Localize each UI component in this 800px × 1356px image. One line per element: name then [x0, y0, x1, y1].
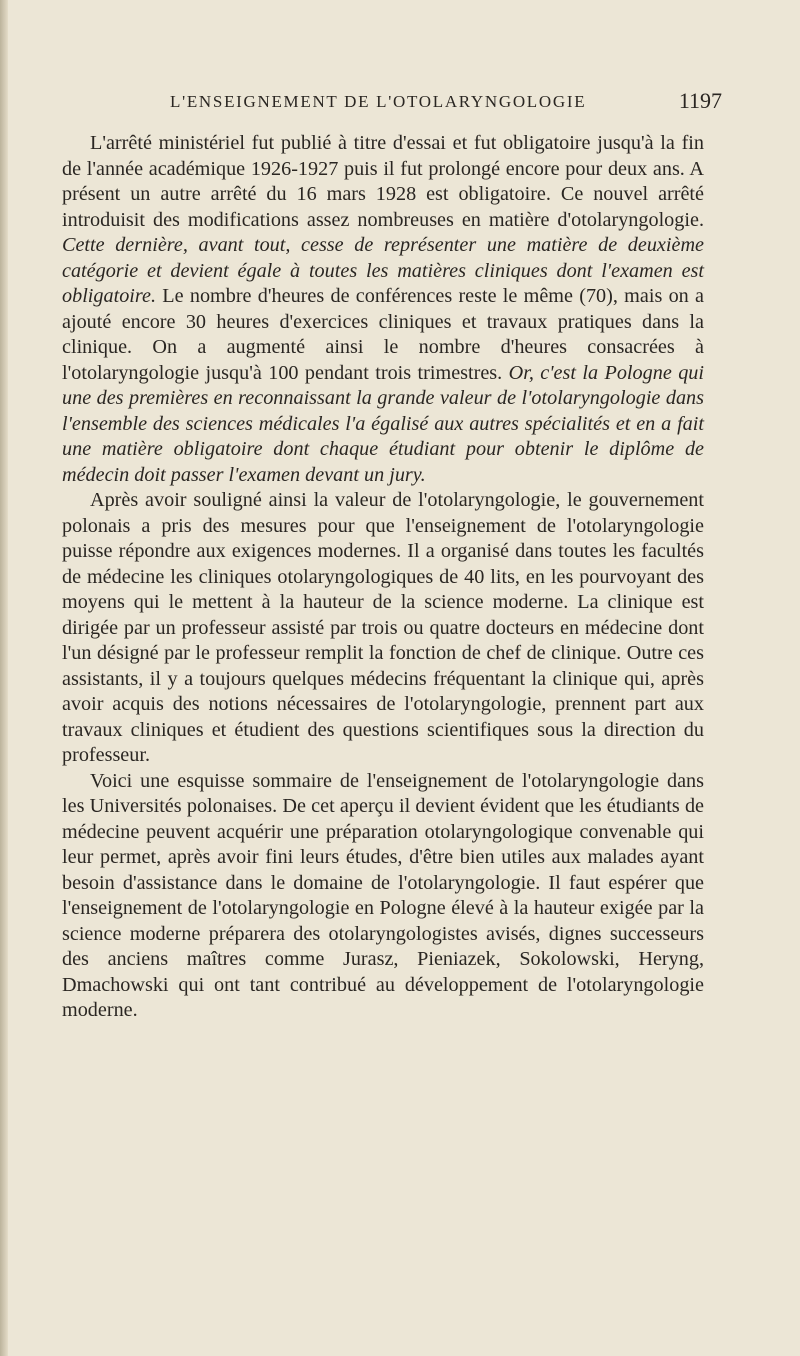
article-body — [62, 131, 704, 1024]
page-header — [170, 88, 722, 118]
paragraph-1-text: L'arrêté ministériel fut publié à titre d'essai et fut obligatoire jusqu'à la fin de l'année académique 1926-1927 puis il fut prolongé encore pour deux ans. A présent un autre arrêté du 16 mars 1928 est obligatoire. Ce nouvel arrêté introduisit des modifications assez nombreuses en matière d'otolaryngologie. — [62, 132, 704, 231]
paragraph-1-italic: Cette dernière, avant tout, cesse de représenter une matière de deuxième catégorie et devient égale à toutes les matières cliniques dont l'examen est obligatoire. — [62, 234, 704, 307]
paragraph-2-text: Après avoir souligné ainsi la valeur de l'otolaryngologie, le gouvernement polonais a pris des mesures pour que l'enseignement de l'otolaryngologie puisse répondre aux exigences modernes. Il a organisé dans toutes les facultés de médecine les cliniques otolaryngologiques de 40 lits, en les pourvoyant des moyens qui le mettent à la hauteur de la science moderne. La clinique est dirigée par un professeur assisté par trois ou quatre docteurs en médecine dont l'un désigné par le professeur remplit la fonction de chef de clinique. Outre ces assistants, il y a toujours quelques médecins fréquentant la clinique qui, après avoir acquis des notions nécessaires de l'otolaryngologie, prennent part aux travaux cliniques et étudient des questions scientifiques sous la direction du professeur. — [62, 489, 704, 766]
paragraph-2 — [62, 488, 704, 769]
paragraph-1-text-2: Le nombre d'heures de conférences reste le même (70), mais on a ajouté encore 30 heures d'exercices cliniques et travaux pratiques dans la clinique. On a augmenté ainsi le nombre d'heures consacrées à l'otolaryngologie jusqu'à 100 pendant trois trimestres. — [62, 285, 704, 384]
paragraph-1 — [62, 131, 704, 488]
page-edge-shadow — [0, 0, 8, 1356]
running-title: L'ENSEIGNEMENT DE L'OTOLARYNGOLOGIE — [170, 92, 587, 111]
paragraph-1-italic-2: Or, c'est la Pologne qui une des premières en reconnaissant la grande valeur de l'otolaryngologie dans l'ensemble des sciences médicales l'a égalisé aux autres spécialités et en a fait une matière obligatoire dont chaque étudiant pour obtenir le diplôme de médecin doit passer l'examen devant un jury. — [62, 361, 704, 486]
paragraph-3 — [62, 769, 704, 1024]
paragraph-3-text: Voici une esquisse sommaire de l'enseignement de l'otolaryngologie dans les Universités polonaises. De cet aperçu il devient évident que les étudiants de médecine peuvent acquérir une préparation otolaryngologique convenable qui leur permet, après avoir fini leurs études, d'être bien utiles aux malades ayant besoin d'assistance dans le domaine de l'otolaryngologie. Il faut espérer que l'enseignement de l'otolaryngologie en Pologne élevé à la hauteur exigée par la science moderne préparera des otolaryngologistes avisés, dignes successeurs des anciens maîtres comme Jurasz, Pieniazek, Sokolowski, Heryng, Dmachowski qui ont tant contribué au développement de l'otolaryngologie moderne. — [62, 769, 704, 1021]
page-number: 1197 — [678, 88, 722, 113]
